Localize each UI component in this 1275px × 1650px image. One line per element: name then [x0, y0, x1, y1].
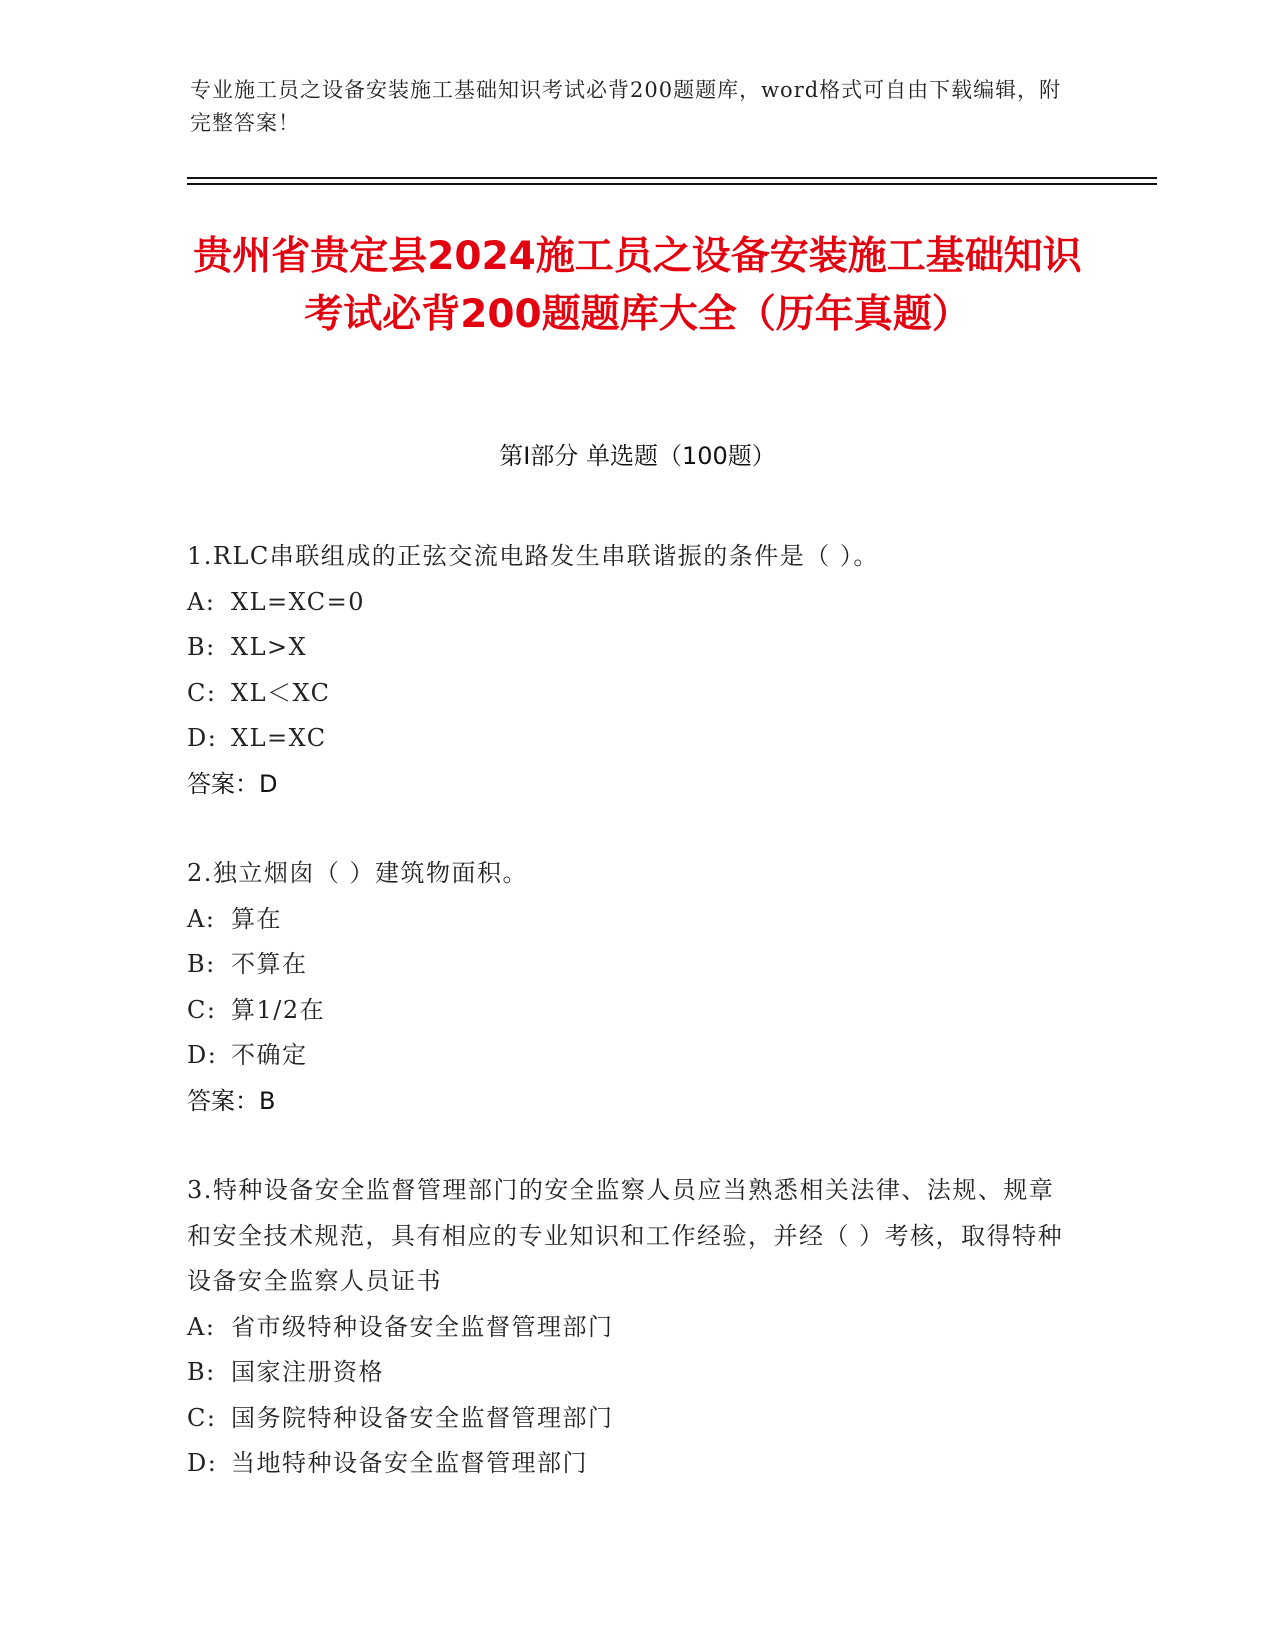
option-d — [187, 716, 1067, 762]
option-b — [187, 942, 1067, 988]
question-list — [187, 534, 1067, 1531]
option-text: 当地特种设备安全监督管理部门 — [231, 1449, 588, 1477]
option-letter: C: — [187, 995, 217, 1024]
option-letter: D: — [187, 1041, 218, 1069]
question-item — [187, 851, 1067, 1124]
option-text: 不算在 — [231, 950, 308, 978]
option-text: 算在 — [231, 904, 282, 933]
option-a — [187, 897, 1067, 943]
option-b — [187, 625, 1067, 671]
option-a — [187, 1305, 1067, 1351]
header-note: 专业施工员之设备安装施工基础知识考试必背200题题库，word格式可自由下载编辑，附完整答案！ — [190, 78, 1062, 135]
question-stem: 1.RLC串联组成的正弦交流电路发生串联谐振的条件是（ ）。 — [187, 542, 879, 570]
option-text: 国务院特种设备安全监督管理部门 — [231, 1403, 614, 1432]
option-letter: A: — [187, 1312, 216, 1341]
option-text: 算1/2在 — [231, 995, 326, 1024]
option-letter: B: — [187, 633, 216, 661]
question-stem: 3.特种设备安全监督管理部门的安全监察人员应当熟悉相关法律、法规、规章和安全技术规范，具有相应的专业知识和工作经验，并经（ ）考核，取得特种设备安全监察人员证书 — [187, 1176, 1064, 1295]
document-title: 贵州省贵定县2024施工员之设备安装施工基础知识考试必背200题题库大全（历年真题） — [193, 234, 1082, 337]
option-letter: A: — [187, 904, 216, 933]
option-text: 国家注册资格 — [231, 1358, 384, 1386]
option-text: 省市级特种设备安全监督管理部门 — [231, 1312, 614, 1341]
header-divider-bottom — [187, 183, 1157, 185]
option-text: 不确定 — [231, 1041, 308, 1069]
question-stem: 2.独立烟囱（ ）建筑物面积。 — [187, 859, 529, 887]
section-heading: 第Ⅰ部分 单选题（100题） — [499, 442, 776, 470]
option-c — [187, 988, 1067, 1034]
option-b — [187, 1350, 1067, 1396]
option-text: XL=XC=0 — [231, 587, 366, 616]
option-a — [187, 580, 1067, 626]
option-letter: B: — [187, 950, 216, 978]
option-letter: C: — [187, 1403, 217, 1432]
option-letter: D: — [187, 1449, 218, 1477]
option-c — [187, 671, 1067, 717]
option-letter: A: — [187, 587, 216, 616]
option-text: XL＜XC — [231, 678, 331, 707]
answer-line: 答案：B — [187, 1086, 276, 1115]
option-c — [187, 1396, 1067, 1442]
option-text: XL=XC — [231, 724, 327, 752]
header-divider-top — [187, 177, 1157, 179]
option-d — [187, 1033, 1067, 1079]
answer-line: 答案：D — [187, 769, 278, 798]
option-letter: C: — [187, 678, 217, 707]
option-d — [187, 1441, 1067, 1487]
question-item — [187, 534, 1067, 807]
option-letter: D: — [187, 724, 218, 752]
option-text: XL>X — [231, 633, 308, 661]
option-letter: B: — [187, 1358, 216, 1386]
question-item — [187, 1168, 1067, 1487]
